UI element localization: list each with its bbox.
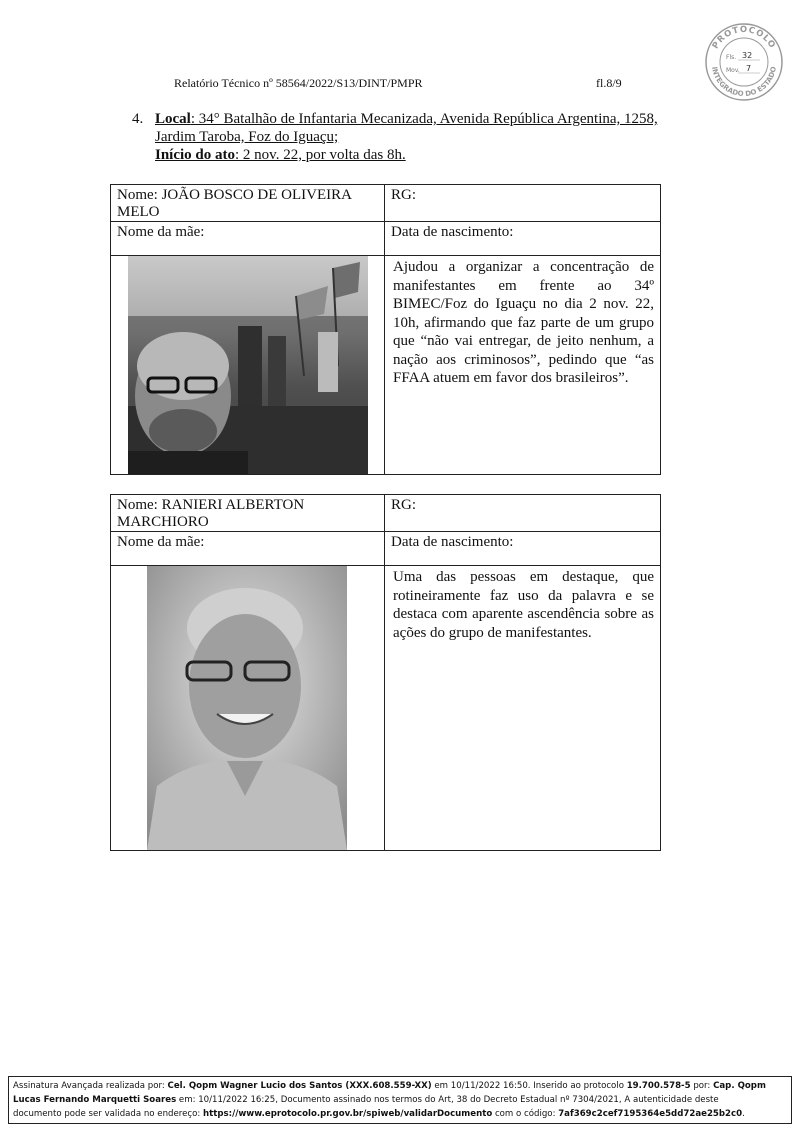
signer-2: Lucas Fernando Marquetti Soares xyxy=(13,1095,177,1105)
person-name: Nome: RANIERI ALBERTON xyxy=(117,497,305,513)
stamp-mov-value: 7 xyxy=(746,64,752,73)
stamp-top-text: PROTOCOLO xyxy=(710,24,778,51)
footer-text: com o código: xyxy=(492,1109,559,1119)
signer-2-rank: Cap. Qopm xyxy=(713,1081,766,1091)
birth-date-label: Data de nascimento: xyxy=(391,224,514,240)
birth-date-label: Data de nascimento: xyxy=(391,534,514,550)
mother-name-label: Nome da mãe: xyxy=(117,224,205,240)
item-number: 4. xyxy=(132,111,144,127)
person-record-1 xyxy=(110,184,661,475)
stamp-bottom-text: INTEGRADO DO ESTADO xyxy=(710,65,778,99)
inicio-label: Início do ato xyxy=(155,147,236,163)
footer-text: em: 10/11/2022 16:25, Documento assinado nos termos do Art, 38 do Decreto Estadual nº 7304/2021, A autenticidade deste xyxy=(176,1095,719,1105)
footer-text: Assinatura Avançada realizada por: xyxy=(13,1081,168,1091)
signer-1: Cel. Qopm Wagner Lucio dos Santos (XXX.608.559-XX) xyxy=(167,1081,432,1091)
person-name: Nome: JOÃO BOSCO DE OLIVEIRA xyxy=(117,187,352,203)
stamp-fls-value: 32 xyxy=(742,51,753,60)
person-photo-2 xyxy=(147,566,347,850)
local-text-line2: Jardim Taroba, Foz do Iguaçu; xyxy=(155,129,339,145)
report-title: Relatório Técnico nº 58564/2022/S13/DINT/PMPR xyxy=(174,76,423,90)
footer-text: por: xyxy=(690,1081,714,1091)
validation-code: 7af369c2cef7195364e5dd72ae25b2c0 xyxy=(558,1109,743,1119)
person-name-line2: MARCHIORO xyxy=(117,514,209,530)
person-name-line2: MELO xyxy=(117,204,160,220)
protocol-stamp xyxy=(704,22,784,102)
person-photo-1 xyxy=(128,256,368,474)
validation-url[interactable]: https://www.eprotocolo.pr.gov.br/spiweb/validarDocumento xyxy=(203,1109,493,1119)
person-record-2 xyxy=(110,494,661,851)
name-cell xyxy=(111,495,384,531)
person-description: Uma das pessoas em destaque, que rotineiramente faz uso da palavra e se destaca com aparente ascendência sobre as ações do grupo de manifestantes. xyxy=(393,569,654,641)
mother-name-label: Nome da mãe: xyxy=(117,534,205,550)
footer-text: em 10/11/2022 16:50. Inserido ao protocolo xyxy=(431,1081,627,1091)
signature-footer xyxy=(8,1076,792,1124)
local-text: : 34° Batalhão de Infantaria Mecanizada, Avenida República Argentina, 1258, xyxy=(190,111,658,127)
inicio-text: : 2 nov. 22, por volta das 8h. xyxy=(235,147,406,163)
svg-text:INTEGRADO DO ESTADO xyxy=(710,66,778,98)
name-cell xyxy=(111,185,384,221)
footer-text: documento pode ser validada no endereço: xyxy=(13,1109,204,1119)
protocol-number: 19.700.578-5 xyxy=(626,1081,691,1091)
page-number: fl.8/9 xyxy=(596,76,622,90)
rg-label: RG: xyxy=(391,187,417,203)
footer-text: . xyxy=(742,1109,745,1119)
local-label: Local xyxy=(155,111,191,127)
rg-label: RG: xyxy=(391,497,417,513)
person-description: Ajudou a organizar a concentração de manifestantes em frente ao 34º BIMEC/Foz do Iguaçu no dia 2 nov. 22, 10h, afirmando que faz parte de um grupo que “não vai entregar, de jeito nenhum, a nação aos criminosos”, pedindo que “as FFAA atuem em favor dos brasileiros”. xyxy=(393,259,654,386)
stamp-fls-label: Fls. xyxy=(726,54,737,61)
stamp-mov-label: Mov. xyxy=(726,67,740,74)
